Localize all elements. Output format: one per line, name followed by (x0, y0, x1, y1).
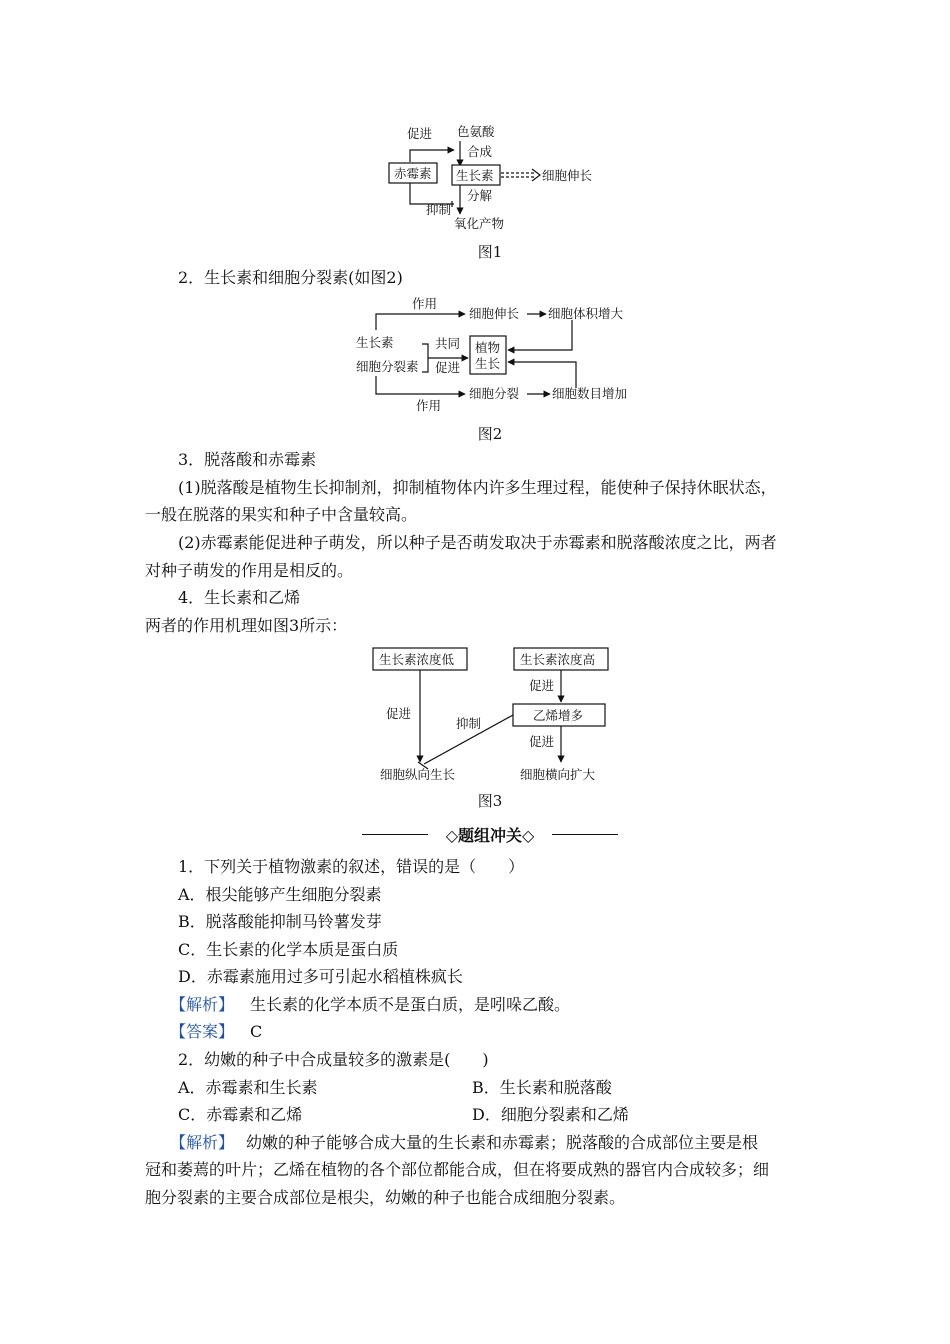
fig2-auxin-label: 生长素 (356, 335, 394, 350)
fig2-number-feedback (508, 362, 576, 388)
q1-analysis-tag: 【解析】 (170, 995, 235, 1014)
fig2-cytokinin-label: 细胞分裂素 (356, 359, 419, 374)
q1-analysis-text: 生长素的化学本质不是蛋白质，是吲哚乙酸。 (250, 995, 571, 1014)
q1-option-d: D．赤霉素施用过多可引起水稻植株疯长 (178, 967, 463, 986)
fig1-tryptophan-label: 色氨酸 (457, 124, 495, 139)
fig2-plant-label-2: 生长 (475, 356, 501, 371)
fig1-decompose-label: 分解 (467, 188, 493, 203)
q2-stem: 2．幼嫩的种子中合成量较多的激素是( ) (178, 1050, 489, 1069)
fig3-longitudinal-label: 细胞纵向生长 (380, 767, 456, 782)
q1-option-b: B．脱落酸能抑制马铃薯发芽 (178, 912, 382, 931)
fig3-high-label: 生长素浓度高 (520, 652, 596, 667)
fig2-elong-label: 细胞伸长 (469, 306, 520, 321)
figure-3-diagram (370, 642, 620, 784)
fig1-inhibit-label: 抑制 (426, 202, 452, 217)
fig2-promote-label: 促进 (435, 360, 461, 375)
q2-option-c: C．赤霉素和乙烯 (178, 1105, 303, 1124)
q2-option-d: D．细胞分裂素和乙烯 (472, 1105, 629, 1124)
q1-answer-text: C (250, 1022, 263, 1041)
q2-analysis-line1 (170, 1133, 758, 1153)
section-3-p1-line2: 一般在脱落的果实和种子中含量较高。 (145, 505, 418, 524)
section-3-p1-line1: (1)脱落酸是植物生长抑制剂，抑制植物体内许多生理过程，能使种子保持休眠状态， (178, 478, 777, 497)
figure-2-diagram (350, 292, 650, 417)
fig1-synthesis-label: 合成 (467, 144, 493, 159)
q2-analysis-line2: 冠和萎蔫的叶片；乙烯在植物的各个部位都能合成，但在将要成熟的器官内合成较多；细 (145, 1160, 770, 1179)
section-3-p2-line1: (2)赤霉素能促进种子萌发，所以种子是否萌发取决于赤霉素和脱落酸浓度之比，两者 (178, 533, 777, 552)
fig1-elong-arrowhead (532, 169, 540, 181)
fig3-promote-bottom-label: 促进 (529, 734, 555, 749)
fig2-plant-label-1: 植物 (475, 340, 501, 355)
fig1-promote-label: 促进 (407, 126, 433, 141)
fig2-act-top-label: 作用 (412, 296, 438, 311)
fig1-elongation-label: 细胞伸长 (542, 168, 593, 183)
q1-stem: 1．下列关于植物激素的叙述，错误的是（ ） (178, 857, 525, 876)
section-4-intro: 两者的作用机理如图3所示： (145, 616, 348, 635)
fig1-gibberellin-label: 赤霉素 (394, 166, 432, 181)
q1-answer (170, 1022, 262, 1042)
q1-option-c: C．生长素的化学本质是蛋白质 (178, 940, 399, 959)
q2-analysis-text-1: 幼嫩的种子能够合成大量的生长素和赤霉素；脱落酸的合成部位主要是根 (246, 1133, 759, 1152)
fig3-promote-top-label: 促进 (529, 678, 555, 693)
fig2-volume-label: 细胞体积增大 (548, 306, 624, 321)
figure-1-diagram (370, 118, 640, 236)
fig2-act-bottom-label: 作用 (416, 398, 442, 413)
figure-3-caption: 图3 (477, 792, 503, 810)
figure-1-caption: 图1 (477, 243, 503, 261)
q1-analysis (170, 995, 570, 1015)
q1-answer-tag: 【答案】 (170, 1022, 235, 1041)
title-rule-right (552, 834, 618, 835)
fig1-promote-arrow (410, 150, 454, 162)
fig3-transverse-label: 细胞横向扩大 (520, 767, 596, 782)
figure-2-caption: 图2 (477, 425, 503, 443)
q2-option-b: B．生长素和脱落酸 (472, 1078, 612, 1097)
fig2-divide-label: 细胞分裂 (469, 386, 520, 401)
fig3-promote-left-label: 促进 (386, 706, 412, 721)
fig1-oxidation-label: 氧化产物 (454, 216, 505, 231)
section-3-heading: 3．脱落酸和赤霉素 (178, 450, 317, 469)
fig1-auxin-label: 生长素 (456, 168, 494, 183)
q2-analysis-tag: 【解析】 (170, 1133, 235, 1152)
fig2-top-line (376, 314, 465, 330)
fig2-number-label: 细胞数目增加 (552, 386, 628, 401)
fig2-bottom-line (376, 376, 465, 394)
fig3-ethylene-label: 乙烯增多 (533, 708, 584, 723)
section-2-heading: 2．生长素和细胞分裂素(如图2) (178, 268, 403, 287)
q1-option-a: A．根尖能够产生细胞分裂素 (178, 885, 382, 904)
q2-analysis-line3: 胞分裂素的主要合成部位是根尖，幼嫩的种子也能合成细胞分裂素。 (145, 1188, 626, 1207)
exercise-group-title (362, 822, 618, 846)
title-rule-left (362, 834, 428, 835)
fig3-inhibit-label: 抑制 (456, 716, 482, 731)
fig3-low-label: 生长素浓度低 (379, 652, 455, 667)
title-text: ◇题组冲关◇ (445, 826, 535, 845)
q2-option-a: A．赤霉素和生长素 (178, 1078, 318, 1097)
fig2-volume-feedback (508, 320, 572, 350)
fig2-together-label: 共同 (435, 336, 461, 351)
fig2-bracket (422, 344, 428, 372)
fig1-inhibit-line (410, 183, 454, 204)
section-3-p2-line2: 对种子萌发的作用是相反的。 (145, 561, 354, 580)
section-4-heading: 4．生长素和乙烯 (178, 588, 301, 607)
